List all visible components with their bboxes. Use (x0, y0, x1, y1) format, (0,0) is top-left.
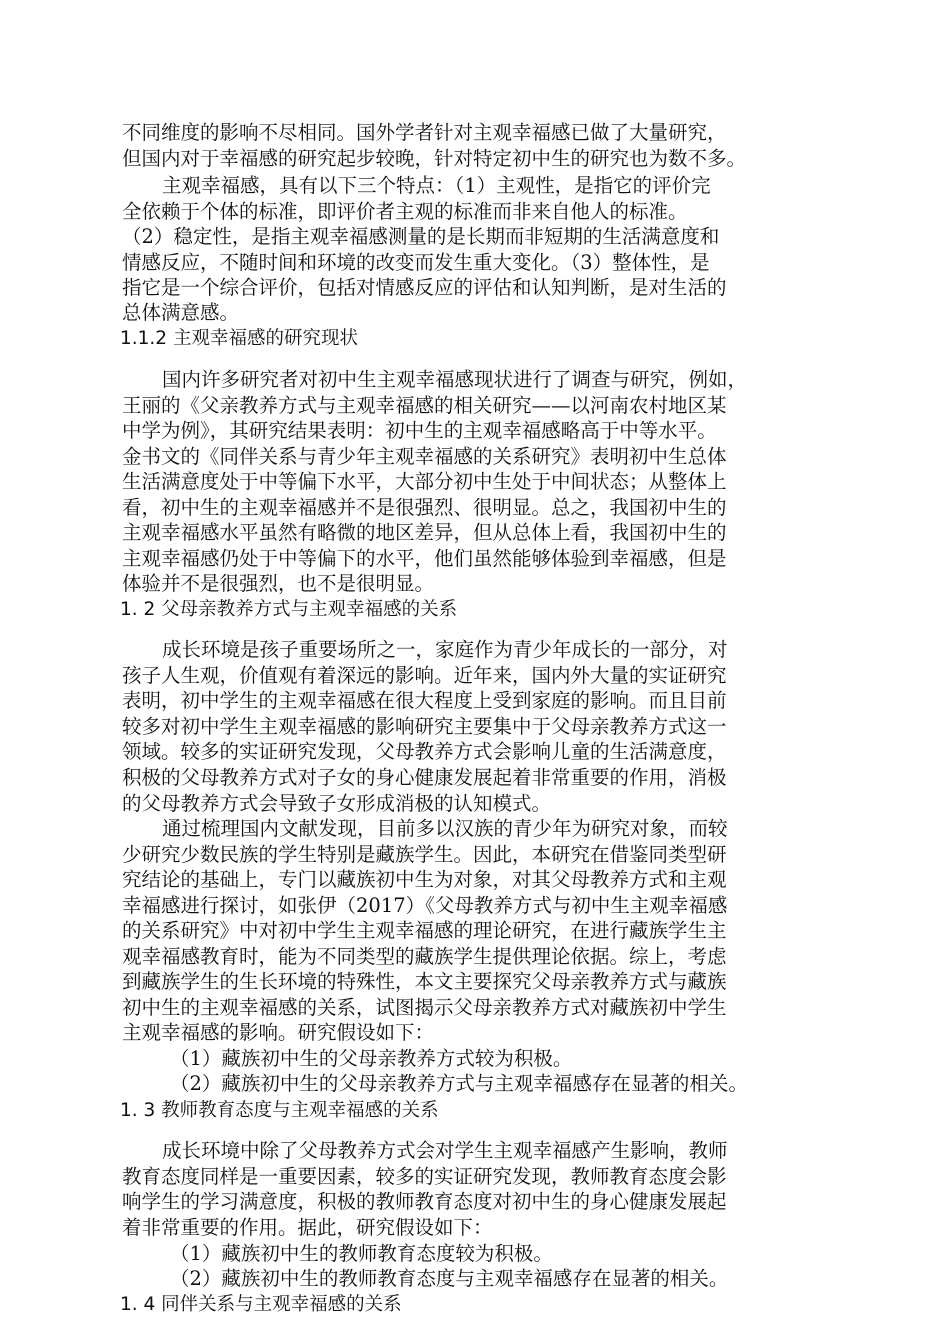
paragraph-line: 领域。较多的实证研究发现，父母教养方式会影响儿童的生活满意度， (122, 740, 727, 763)
section-heading: 1. 3 教师教育态度与主观幸福感的关系 (120, 1100, 439, 1121)
paragraph-line: 情感反应，不随时间和环境的改变而发生重大变化。（3）整体性，是 (122, 251, 710, 274)
paragraph-line: 的关系研究》中对初中学生主观幸福感的理论研究，在进行藏族学生主 (122, 919, 727, 942)
hypothesis-item: （2）藏族初中生的父母亲教养方式与主观幸福感存在显著的相关。 (170, 1072, 748, 1095)
paragraph-line: 王丽的《父亲教养方式与主观幸福感的相关研究——以河南农村地区某 (122, 394, 727, 417)
paragraph-line: 到藏族学生的生长环境的特殊性，本文主要探究父母亲教养方式与藏族 (122, 970, 727, 993)
paragraph-line: 总体满意感。 (122, 301, 240, 324)
paragraph-line: 主观幸福感水平虽然有略微的地区差异，但从总体上看，我国初中生的 (122, 521, 727, 544)
paragraph-line: （2）稳定性，是指主观幸福感测量的是长期而非短期的生活满意度和 (122, 225, 720, 248)
section-heading: 1.1.2 主观幸福感的研究现状 (120, 328, 358, 349)
paragraph-line: 国内许多研究者对初中生主观幸福感现状进行了调查与研究，例如， (162, 368, 748, 391)
paragraph-line: 孩子人生观，价值观有着深远的影响。近年来，国内外大量的实证研究 (122, 664, 727, 687)
paragraph-line: 全依赖于个体的标准，即评价者主观的标准而非来自他人的标准。 (122, 200, 688, 223)
paragraph-line: 着非常重要的作用。据此，研究假设如下： (122, 1216, 493, 1239)
paragraph-line: 较多对初中学生主观幸福感的影响研究主要集中于父母亲教养方式这一 (122, 715, 727, 738)
paragraph-line: 主观幸福感，具有以下三个特点：（1）主观性，是指它的评价完 (162, 174, 711, 197)
hypothesis-item: （1）藏族初中生的教师教育态度较为积极。 (170, 1242, 553, 1265)
paragraph-line: 少研究少数民族的学生特别是藏族学生。因此，本研究在借鉴同类型研 (122, 843, 727, 866)
paragraph-line: 积极的父母教养方式对子女的身心健康发展起着非常重要的作用，消极 (122, 766, 727, 789)
paragraph-line: 幸福感进行探讨，如张伊（2017）《父母教养方式与初中生主观幸福感 (122, 894, 728, 917)
section-heading: 1. 2 父母亲教养方式与主观幸福感的关系 (120, 599, 458, 620)
paragraph-line: 中学为例》，其研究结果表明：初中生的主观幸福感略高于中等水平。 (122, 419, 717, 442)
paragraph-line: 表明，初中学生的主观幸福感在很大程度上受到家庭的影响。而且目前 (122, 689, 727, 712)
paragraph-line: 成长环境是孩子重要场所之一，家庭作为青少年成长的一部分，对 (162, 638, 728, 661)
paragraph-line: 生活满意度处于中等偏下水平，大部分初中生处于中间状态；从整体上 (122, 470, 727, 493)
section-heading: 1. 4 同伴关系与主观幸福感的关系 (120, 1294, 402, 1315)
paragraph-line: 主观幸福感的影响。研究假设如下： (122, 1021, 435, 1044)
paragraph-line: 但国内对于幸福感的研究起步较晚，针对特定初中生的研究也为数不多。 (122, 147, 747, 170)
paragraph-line: 金书文的《同伴关系与青少年主观幸福感的关系研究》表明初中生总体 (122, 445, 727, 468)
paragraph-line: 看，初中生的主观幸福感并不是很强烈、很明显。总之，我国初中生的 (122, 496, 727, 519)
paragraph-line: 究结论的基础上，专门以藏族初中生为对象，对其父母教养方式和主观 (122, 868, 727, 891)
paragraph-line: 观幸福感教育时，能为不同类型的藏族学生提供理论依据。综上，考虑 (122, 945, 727, 968)
paragraph-line: 指它是一个综合评价，包括对情感反应的评估和认知判断，是对生活的 (122, 276, 727, 299)
paragraph-line: 响学生的学习满意度，积极的教师教育态度对初中生的身心健康发展起 (122, 1190, 727, 1213)
paragraph-line: 的父母教养方式会导致子女形成消极的认知模式。 (122, 792, 552, 815)
paragraph-line: 主观幸福感仍处于中等偏下的水平，他们虽然能够体验到幸福感，但是 (122, 547, 727, 570)
hypothesis-item: （2）藏族初中生的教师教育态度与主观幸福感存在显著的相关。 (170, 1267, 729, 1290)
paragraph-line: 成长环境中除了父母教养方式会对学生主观幸福感产生影响，教师 (162, 1139, 728, 1162)
paragraph-line: 教育态度同样是一重要因素，较多的实证研究发现，教师教育态度会影 (122, 1165, 727, 1188)
paragraph-line: 通过梳理国内文献发现，目前多以汉族的青少年为研究对象，而较 (162, 817, 728, 840)
paragraph-line: 不同维度的影响不尽相同。国外学者针对主观幸福感已做了大量研究， (122, 121, 727, 144)
hypothesis-item: （1）藏族初中生的父母亲教养方式较为积极。 (170, 1047, 573, 1070)
paragraph-line: 体验并不是很强烈，也不是很明显。 (122, 572, 435, 595)
paragraph-line: 初中生的主观幸福感的关系，试图揭示父母亲教养方式对藏族初中学生 (122, 996, 727, 1019)
